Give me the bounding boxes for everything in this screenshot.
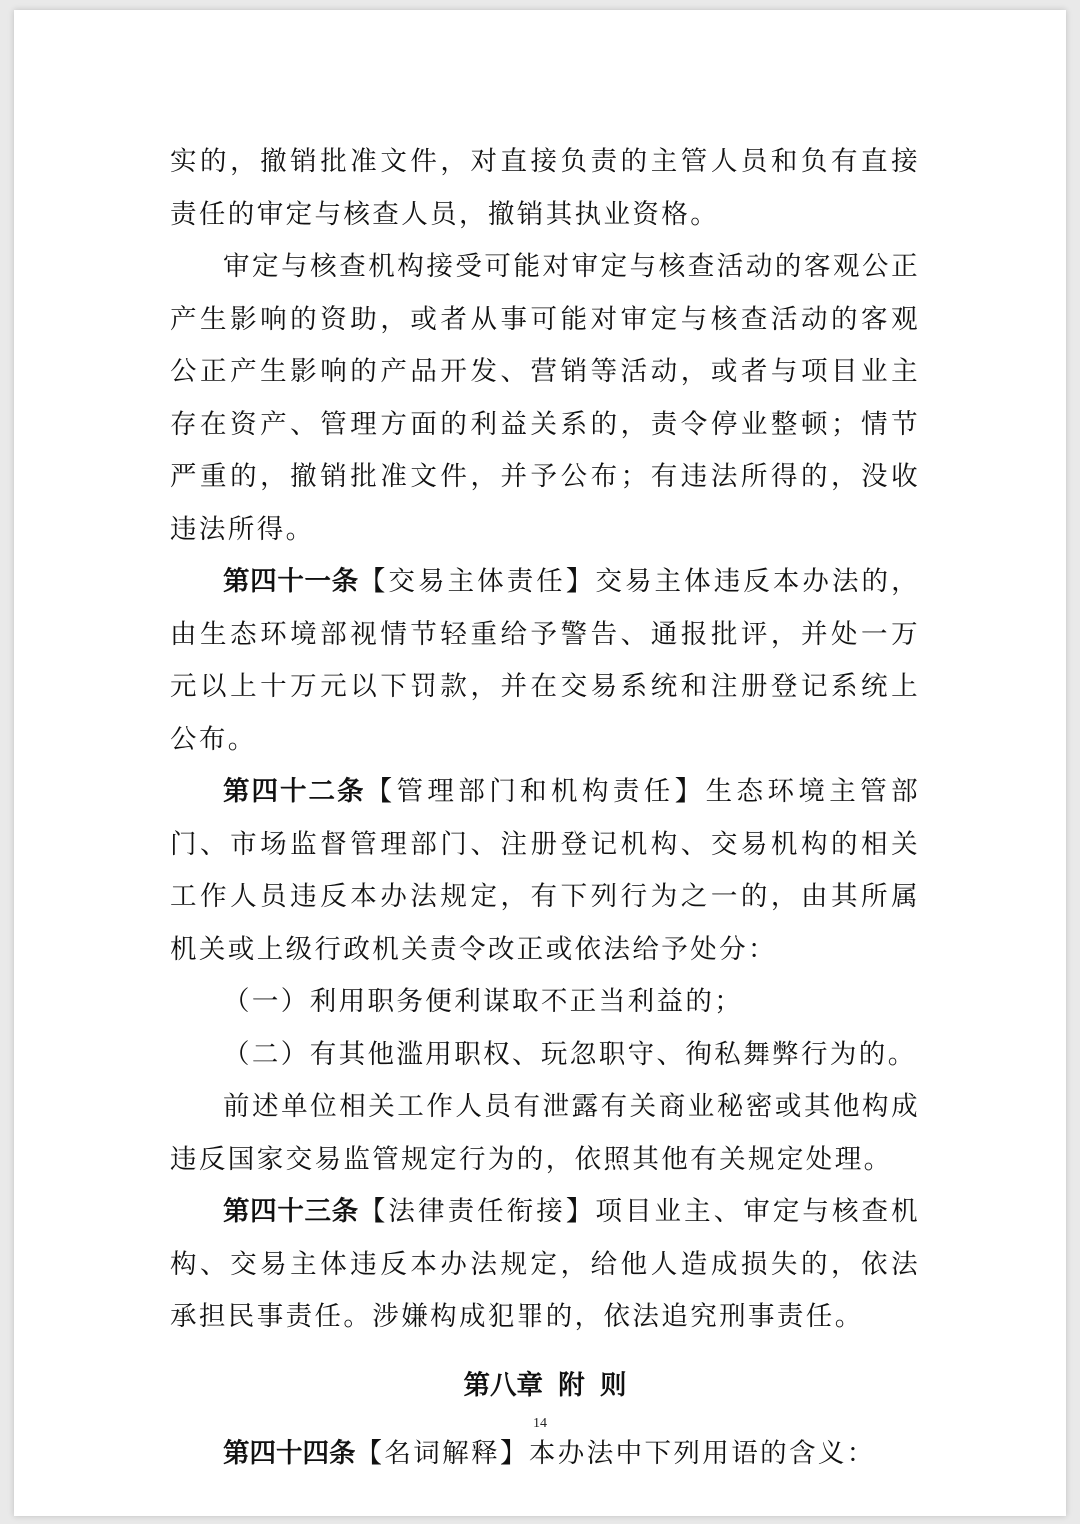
- article-41-text: 【交易主体责任】交易主体违反本办法的，由生态环境部视情节轻重给予警告、通报批评，并处一万元以上十万元以下罚款，并在交易系统和注册登记系统上公布。: [170, 566, 921, 755]
- page-body: [170, 136, 920, 1481]
- article-42: [170, 766, 920, 976]
- article-44-number: 第四十四条: [223, 1438, 356, 1469]
- article-43-number: 第四十三条: [223, 1196, 359, 1227]
- document-page: [14, 10, 1066, 1516]
- article-42-number: 第四十二条: [223, 776, 366, 807]
- article-44: [170, 1428, 920, 1481]
- page-number: 14: [533, 1416, 547, 1431]
- article-44-text: 【名词解释】本办法中下列用语的含义：: [355, 1438, 876, 1469]
- paragraph-staff-secrets: 前述单位相关工作人员有泄露有关商业秘密或其他构成违反国家交易监管规定行为的，依照其他有关规定处理。: [170, 1091, 920, 1175]
- article-43: [170, 1186, 920, 1344]
- paragraph-verification-agency: 审定与核查机构接受可能对审定与核查活动的客观公正产生影响的资助，或者从事可能对审定与核查活动的客观公正产生影响的产品开发、营销等活动，或者与项目业主存在资产、管理方面的利益关系的，责令停业整顿；情节严重的，撤销批准文件，并予公布；有违法所得的，没收违法所得。: [170, 251, 920, 545]
- article-42-text: 【管理部门和机构责任】生态环境主管部门、市场监督管理部门、注册登记机构、交易机构的相关工作人员违反本办法规定，有下列行为之一的，由其所属机关或上级行政机关责令改正或依法给予处分：: [170, 776, 921, 965]
- chapter-heading: 第八章 附 则: [463, 1369, 627, 1401]
- list-item-1: （一）利用职务便利谋取不正当利益的；: [223, 986, 744, 1017]
- article-43-text: 【法律责任衔接】项目业主、审定与核查机构、交易主体违反本办法规定，给他人造成损失的，依法承担民事责任。涉嫌构成犯罪的，依法追究刑事责任。: [170, 1196, 921, 1332]
- paragraph-continuation: 实的，撤销批准文件，对直接负责的主管人员和负有直接责任的审定与核查人员，撤销其执业资格。: [170, 146, 920, 230]
- article-41-number: 第四十一条: [223, 566, 359, 597]
- article-41: [170, 556, 920, 766]
- list-item-2: （二）有其他滥用职权、玩忽职守、徇私舞弊行为的。: [223, 1038, 917, 1070]
